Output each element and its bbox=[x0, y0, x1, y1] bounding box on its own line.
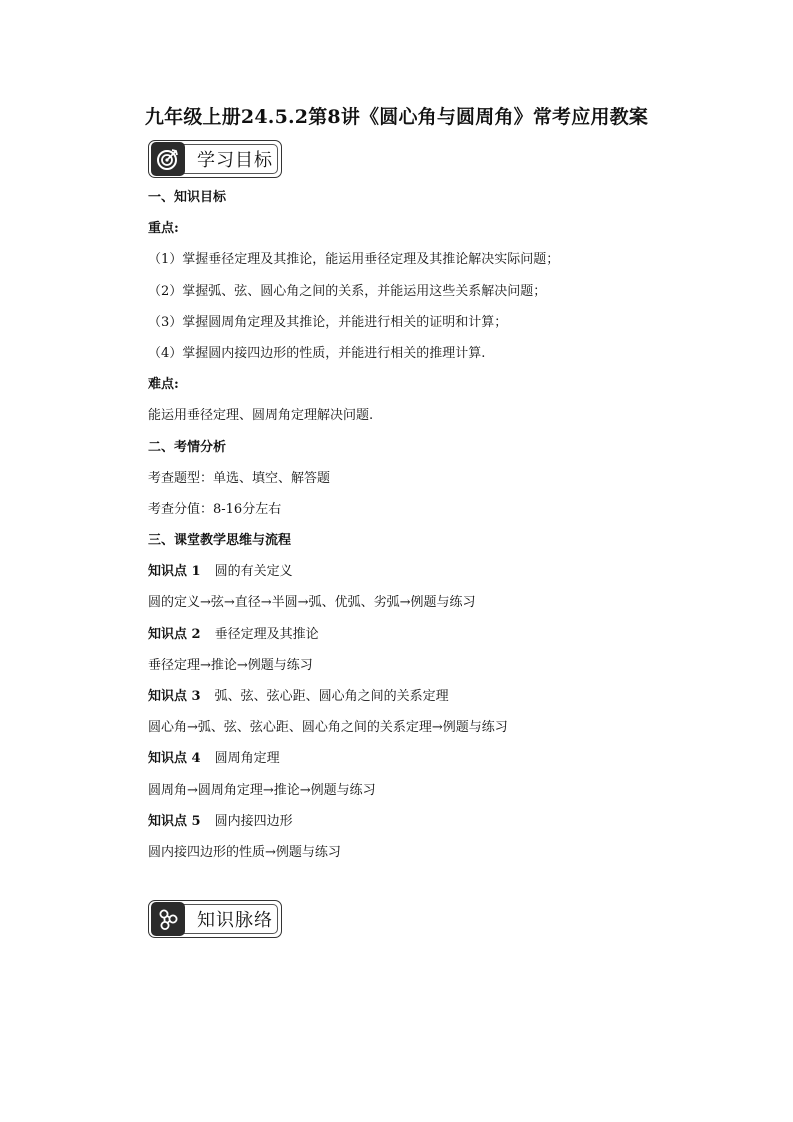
document-title: 九年级上册24.5.2第8讲《圆心角与圆周角》常考应用教案 bbox=[144, 106, 649, 128]
exam-types: 考查题型：单选、填空、解答题 bbox=[148, 470, 331, 486]
knowledge-point-heading bbox=[148, 556, 748, 587]
knowledge-point-desc: 弧、弦、弦心距、圆心角之间的关系定理 bbox=[214, 689, 449, 704]
knowledge-point-desc: 垂径定理及其推论 bbox=[214, 626, 319, 642]
knowledge-point-flow: 圆的定义→弦→直径→半圆→弧、优弧、劣弧→例题与练习 bbox=[148, 595, 476, 611]
target-icon bbox=[151, 142, 185, 176]
knowledge-point-flow: 圆内接四边形的性质→例题与练习 bbox=[148, 844, 341, 860]
key-points-label: 重点: bbox=[148, 221, 179, 237]
learning-goals-label: 学习目标 bbox=[197, 150, 273, 171]
difficult-points-text: 能运用垂径定理、圆周角定理解决问题. bbox=[148, 408, 374, 424]
knowledge-point-title: 知识点 1 bbox=[148, 564, 201, 580]
knowledge-outline-badge bbox=[148, 900, 282, 938]
key-point-item: （4）掌握圆内接四边形的性质，并能进行相关的推理计算. bbox=[148, 345, 486, 361]
knowledge-point-desc: 圆周角定理 bbox=[214, 751, 280, 767]
knowledge-point-flow: 圆心角→弧、弦、弦心距、圆心角之间的关系定理→例题与练习 bbox=[148, 720, 508, 736]
knowledge-point-title: 知识点 3 bbox=[148, 689, 201, 704]
key-point-item: （1）掌握垂径定理及其推论，能运用垂径定理及其推论解决实际问题； bbox=[148, 252, 560, 268]
knowledge-point-desc: 圆的有关定义 bbox=[214, 564, 293, 580]
difficult-points-label: 难点: bbox=[148, 377, 179, 393]
network-icon bbox=[151, 902, 185, 936]
learning-goals-badge bbox=[148, 140, 282, 178]
key-point-item: （3）掌握圆周角定理及其推论，并能进行相关的证明和计算； bbox=[148, 314, 508, 330]
knowledge-point-flow: 垂径定理→推论→例题与练习 bbox=[148, 657, 313, 673]
knowledge-point-heading bbox=[148, 743, 748, 774]
knowledge-point-title: 知识点 2 bbox=[148, 626, 201, 642]
knowledge-point-title: 知识点 5 bbox=[148, 813, 201, 829]
exam-score: 考查分值：8-16分左右 bbox=[148, 501, 282, 517]
document-body bbox=[148, 182, 748, 868]
key-point-item: （2）掌握弧、弦、圆心角之间的关系，并能运用这些关系解决问题； bbox=[148, 283, 547, 299]
section-heading-exam-analysis: 二、考情分析 bbox=[148, 439, 227, 455]
section-heading-teaching-flow: 三、课堂教学思维与流程 bbox=[148, 533, 292, 549]
knowledge-point-desc: 圆内接四边形 bbox=[214, 813, 293, 829]
knowledge-point-heading bbox=[148, 681, 748, 712]
knowledge-point-title: 知识点 4 bbox=[148, 751, 201, 767]
knowledge-point-flow: 圆周角→圆周角定理→推论→例题与练习 bbox=[148, 782, 376, 798]
knowledge-point-heading bbox=[148, 619, 748, 650]
section-heading-knowledge-goals: 一、知识目标 bbox=[148, 190, 227, 205]
knowledge-point-heading bbox=[148, 806, 748, 837]
knowledge-outline-label: 知识脉络 bbox=[197, 910, 273, 931]
